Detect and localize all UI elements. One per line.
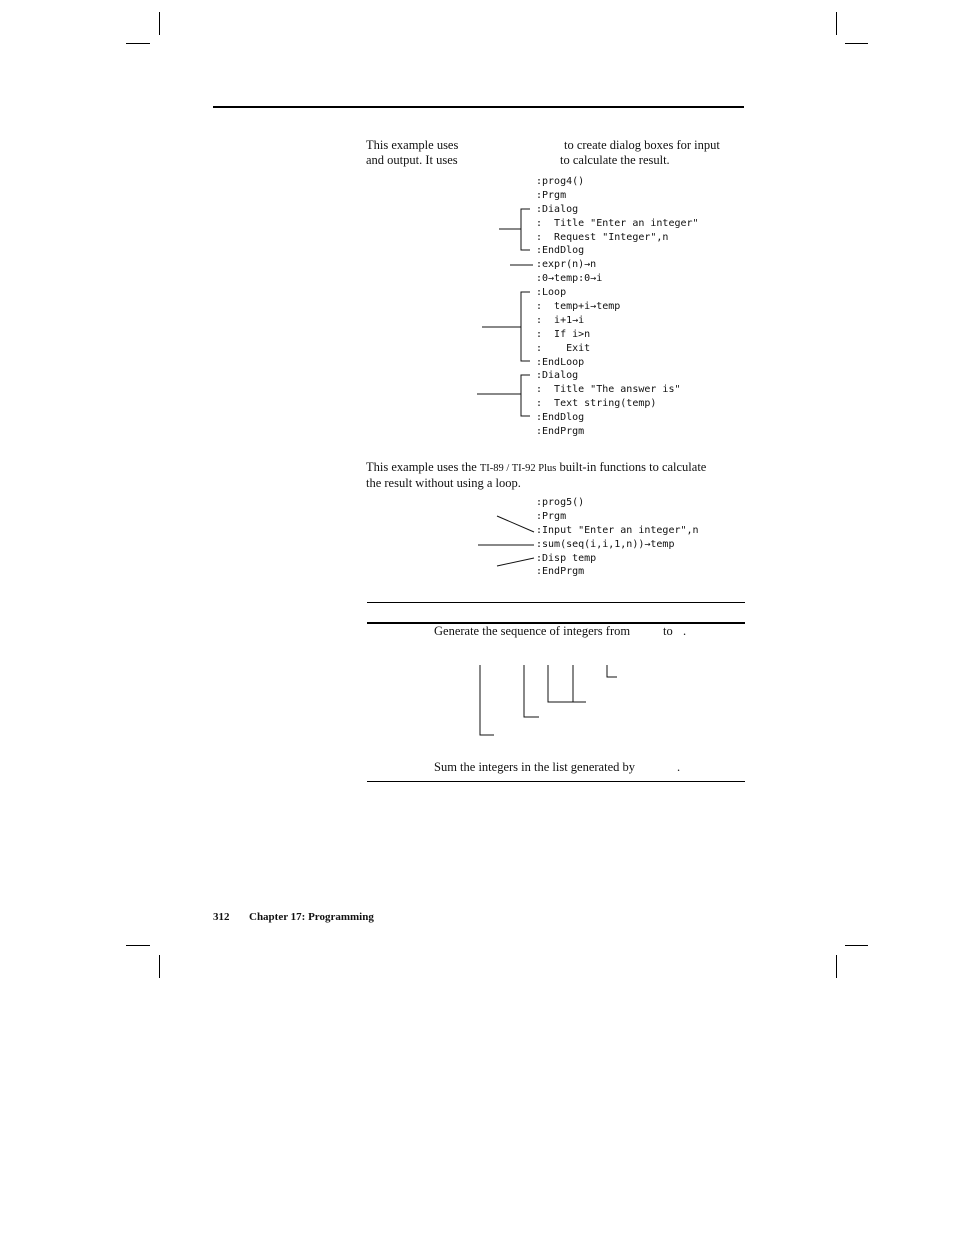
intro-text: to create dialog boxes for input (564, 138, 720, 152)
page-footer (213, 911, 374, 923)
code-line: :EndDlog (536, 245, 585, 257)
code-line: : temp+i→temp (536, 301, 621, 313)
model-name: TI-89 / TI-92 Plus (479, 463, 557, 474)
code-line: :prog5() (536, 497, 585, 508)
code-line: :0→temp:0→i (536, 273, 603, 285)
code-line: : i+1→i (536, 314, 585, 326)
intro-text: and output. It uses (366, 153, 458, 167)
intro-text: This example uses (366, 138, 459, 152)
code-line: :Prgm (536, 510, 567, 522)
second-text: built-in functions to calculate (559, 460, 707, 474)
code-line: : Title "Enter an integer" (536, 217, 699, 229)
second-text: the result without using a loop. (366, 476, 521, 490)
table-top-rule (367, 602, 745, 603)
code-line: :sum(seq(i,i,1,n))→temp (536, 538, 675, 550)
code-line: :expr(n)→n (536, 259, 597, 271)
table-text: . (683, 624, 687, 638)
table-row-1 (434, 624, 744, 640)
code-line: :Disp temp (536, 552, 597, 564)
page-number: 312 (213, 911, 230, 923)
table-bottom-rule (367, 781, 745, 782)
second-text: This example uses the (366, 460, 477, 474)
code-line: : Text string(temp) (536, 398, 657, 410)
code-line: : Title "The answer is" (536, 384, 681, 396)
code-line: :EndLoop (536, 356, 585, 368)
table-text: Sum the integers in the list generated by (434, 760, 635, 774)
table-row-2 (434, 760, 744, 776)
code-line: :Dialog (536, 370, 579, 382)
chapter-title: Chapter 17: Programming (249, 911, 374, 923)
code-line: :Dialog (536, 203, 579, 215)
code-line: :Input "Enter an integer",n (536, 524, 699, 536)
table-text: Generate the sequence of integers from (434, 624, 631, 638)
table-text: to (663, 624, 673, 638)
code-line: : Request "Integer",n (536, 231, 669, 243)
code-line: : If i>n (536, 328, 591, 340)
code-line: : Exit (536, 342, 591, 354)
code-line: :EndDlog (536, 412, 585, 424)
code-line: :EndPrgm (536, 426, 585, 438)
table-text: . (677, 760, 681, 774)
code-line: :EndPrgm (536, 566, 585, 578)
code-line: :prog4() (536, 176, 585, 187)
code-line: :Loop (536, 287, 567, 299)
intro-text: to calculate the result. (560, 153, 670, 167)
code-line: :Prgm (536, 189, 567, 201)
